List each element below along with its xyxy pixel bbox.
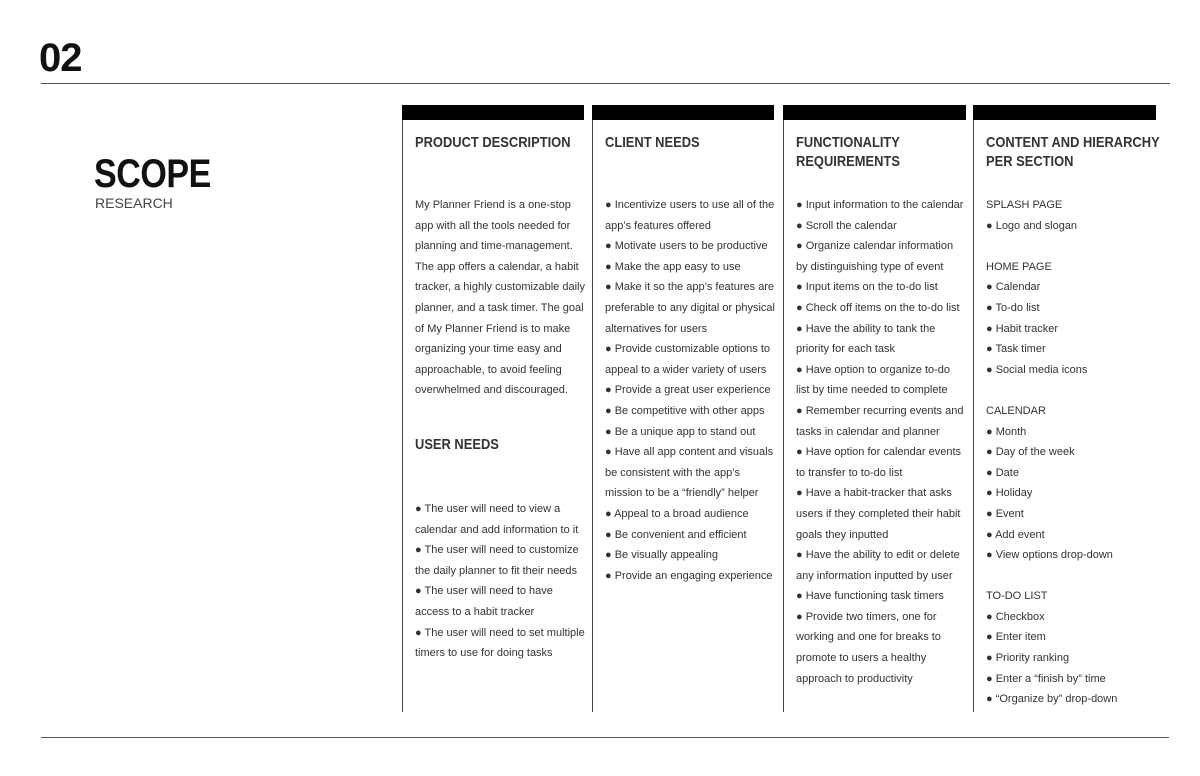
column-body: ● Incentivize users to use all of the app’s features offered ● Motivate users to be productive ● Make the app easy to use ● Make it so the app’s features are preferable to any digital or physical alternatives for users ● Provide customizable options to appeal to a wider variety of users ● Provide a great user experience ● Be competitive with other apps ● Be a unique app to stand out ● Have all app content and visuals be consistent with the app’s mission to be a “friendly” helper ● Appeal to a broad audience ● Be convenient and efficient ● Be visually appealing ● Provide an engaging experience xyxy=(605,199,775,582)
user-needs-body: ● The user will need to view a calendar and add information to it ● The user will need to customize the daily planner to fit their needs ● The user will need to have access to a habit tracker ● The user will need to set multiple timers to use for doing tasks xyxy=(415,503,585,660)
column-client-needs xyxy=(592,105,774,712)
column-heading: FUNCTIONALITY REQUIREMENTS xyxy=(796,134,900,170)
column-heading: CONTENT AND HIERARCHY PER SECTION xyxy=(986,134,1160,170)
column-product-description xyxy=(402,105,584,712)
column-body: My Planner Friend is a one-stop app with all the tools needed for planning and time-management. The app offers a calendar, a habit tracker, a highly customizable daily planner, and a task timer. The goal of My Planner Friend is to make organizing your time easy and approachable, to avoid feeling overwhelmed and discouraged. xyxy=(415,199,585,397)
column-functionality-requirements xyxy=(783,105,966,712)
user-needs-heading: USER NEEDS xyxy=(415,436,499,453)
section-title: SCOPE xyxy=(94,152,211,196)
column-content-hierarchy xyxy=(973,105,1160,712)
column-header-bar xyxy=(783,105,966,120)
column-body: ● Input information to the calendar ● Scroll the calendar ● Organize calendar information by distinguishing type of event ● Input items on the to-do list ● Check off items on the to-do list ● Have the ability to tank the priority for each task ● Have option to organize to-do list by time needed to complete ● Remember recurring events and tasks in calendar and planner ● Have option for calendar events to transfer to to-do list ● Have a habit-tracker that asks users if they completed their habit goals they inputted ● Have the ability to edit or delete any information inputted by user ● Have functioning task timers ● Provide two timers, one for working and one for breaks to promote to users a healthy approach to productivity xyxy=(796,199,964,685)
column-heading: CLIENT NEEDS xyxy=(605,134,700,151)
top-divider xyxy=(41,83,1170,84)
column-body: SPLASH PAGE ● Logo and slogan HOME PAGE ● Calendar ● To-do list ● Habit tracker ● Task timer ● Social media icons CALENDAR ● Month ● Day of the week ● Date ● Holiday ● Event ● Add event ● View options drop-down TO-DO LIST ● Checkbox ● Enter item ● Priority ranking ● Enter a “finish by” time ● “Organize by” drop-down xyxy=(986,199,1118,706)
column-header-bar xyxy=(973,105,1156,120)
page-number: 02 xyxy=(39,36,82,80)
column-heading: PRODUCT DESCRIPTION xyxy=(415,134,571,151)
bottom-divider xyxy=(41,737,1169,738)
column-header-bar xyxy=(402,105,584,120)
section-subtitle: RESEARCH xyxy=(95,195,173,211)
column-header-bar xyxy=(592,105,774,120)
